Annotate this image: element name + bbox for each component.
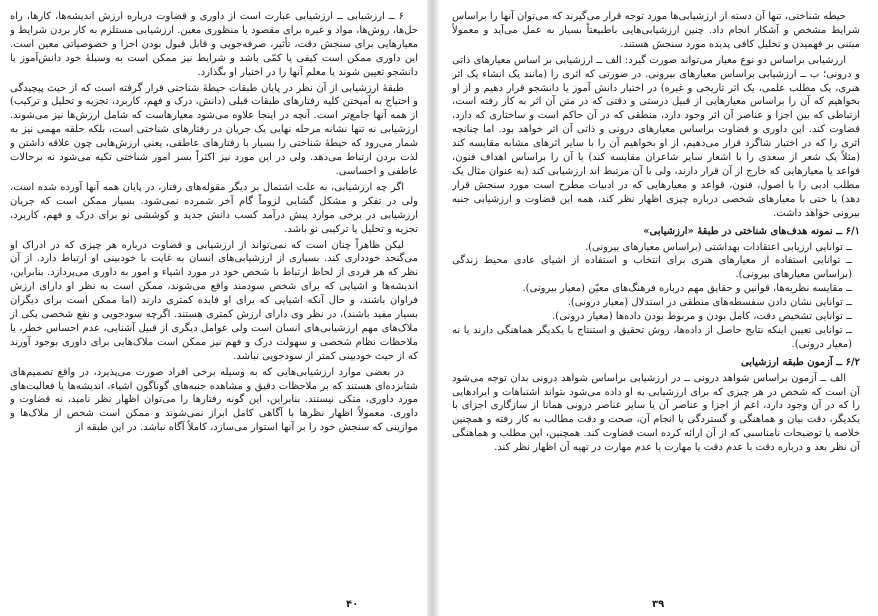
right-page-body — [452, 10, 860, 455]
list-item: ــ توانایی ارزیابی اعتقادات بهداشتی (براساس معیارهای بیرونی). — [584, 241, 852, 253]
paragraph: ۶ ــ ارزشیابی ــ ارزشیابی عبارت است از داوری و قضاوت درباره ارزش اندیشه‌ها، کارها، راه حل‌ها، روش‌ها، مواد و غیره برای مقصود یا منظوری معین. ارزشیابی مستلزم به کار بردن شرایط و معیارهایی برای سنجش دقت، تأثیر، صرفه‌جویی و قابل قبول بودن اجزا و خصوصیاتی معین است. این داوری ممکن است کیفی یا کمّی باشد و شرایط نیز ممکن است به وسیلهٔ خود دانش‌آموز یا دانشجو تعیین شوند یا معلم آنها را در اختیار او بگذارد. — [10, 11, 418, 78]
paragraph: حیطه شناختی، تنها آن دسته از ارزشیابی‌ها مورد توجه قرار می‌گیرند که می‌توان آنها را براساس شرایط مشخص و آشکار انجام داد. چنین ارزشیابی‌هایی باطبیعتاً بسیار به عمل می‌آید و معمولاً مبتنی بر فهمیدن و تحلیل کافی پدیده مورد سنجش هستند. — [452, 11, 860, 50]
right-page — [452, 10, 860, 610]
left-page-body — [10, 10, 418, 435]
book-gutter — [427, 0, 439, 616]
section-heading: ۶/۲ ــ آزمون طبقه ارزشیابی — [740, 356, 860, 368]
paragraph: در بعضی موارد ارزشیابی‌هایی که به وسیله برخی افراد صورت می‌پذیرد، در واقع تصمیم‌های شتابزده‌ای هستند که بر ملاحظات دقیق و مشاهده جنبه‌های گوناگون اشیاء، اندیشه‌ها یا فعالیت‌های مورد داوری، متکی نیستند. بنابراین، این گونه رفتارها را می‌توان اظهار نظر نامید، نه قضاوت و داوری. معمولاً اظهار نظرها با آگاهی کامل ابراز نمی‌شوند و ممکن است شخص از ملاک‌ها و موازینی که سنجش خود را بر آنها استوار می‌سازد، کاملاً آگاه نباشد. در این طبقه از — [10, 366, 418, 434]
examples-list — [452, 241, 860, 352]
list-item: ــ توانایی تعیین اینکه نتایج حاصل از داده‌ها، روش تحقیق و استنتاج با یکدیگر هماهنگی دارند یا نه (معیار درونی). — [452, 324, 852, 350]
section-heading: ۶/۱ ــ نمونه هدف‌های شناختی در طبقهٔ «ارزشیابی» — [643, 225, 860, 237]
page-number: ۴۰ — [346, 599, 359, 610]
paragraph: الف ــ آزمون براساس شواهد درونی ــ در ارزشیابی براساس شواهد درونی بدان توجه می‌شود آن است که شخص در هر چیزی که برای ارزشیابی به او داده می‌شود بتواند اشتباهات و ایرادهایی را که در آن وجود دارد، اعم از اجزا و عناصر آن یا سایر عناصر درونی همانا از سازگاری اجزای با یکدیگر، دقت بیان و هماهنگی و گستردگی یا انجام آن، صحت و دقت مطالب به کار رفته و همچنین خلاصه یا توضیحات نامناسبی که از آن ارائه کرده است قضاوت کند. همچنین، این مطلب و هماهنگی آن نظر بعد و درباره دقت با عدم دقت یا مهارت یا عدم مهارت در تهیه آن اظهار نظر کند. — [452, 372, 860, 454]
list-item: ــ مقایسه نظریه‌ها، قوانین و حقایق مهم درباره فرهنگ‌های معیّن (معیار بیرونی). — [522, 283, 852, 295]
list-item: ــ توانایی استفاده از معیارهای هنری برای انتخاب و استفاده از اشیای عادی محیط زندگی (براساس معیارهای بیرونی). — [452, 255, 852, 281]
paragraph: لیکن ظاهراً چنان است که نمی‌تواند از ارزشیابی و قضاوت درباره هر چیزی که در ادراک او می‌گنجد خودداری کند. بسیاری از ارزشیابی‌های انسان به غایت با خودبینی او ارتباط دارد. از آن نظر که هر فردی از لحاظ ارتباط با شخص خود در مورد اشیاء و امور به داوری می‌پردازد. بنابراین، اندیشه‌ها و اشیایی که برای شخص سودمند واقع می‌شوند، ممکن است به نظر او دارای ارزش فراوان باشند، و حال آنکه اشیایی که برای او فایده کمتری دارند (اما ممکن است برای دیگران بسیار مفید باشند)، در نظر وی دارای ارزش کمتری هستند. اگرچه سودجویی و نفع شخصی یکی از ملاک‌های مهم ارزشیابی‌های انسان است ولی عوامل دیگری از قبیل آشنایی، عدم احساس خطر، یا ملاحظات نظام شخصی و سهولت درک و فهم نیز ممکن است ملاک‌هایی برای داوری بوجود آورند که از حیث خودبینی کمتر از سودجویی نباشد. — [10, 239, 418, 362]
list-item: ــ توانایی نشان دادن سفسطه‌های منطقی در استدلال (معیار درونی). — [567, 297, 852, 309]
left-page — [10, 10, 418, 610]
paragraph: طبقهٔ ارزشیابی از آن نظر در پایان طبقات حیطهٔ شناختی قرار گرفته است که از حیث پیچیدگی و احتیاج به آمیختن کلیه رفتارهای طبقات قبلی (دانش، درک و فهم، کاربرد، تجزیه و تحلیل و ترکیب) از همه آنها جامع‌تر است. آنچه در اینجا علاوه می‌شود معیارهاست که شامل ارزش‌ها نیز می‌شوند. ارزشیابی نه تنها نشانه مرحله نهایی یک جریان در رفتارهای شناختی است، بلکه حلقه مهمی نیز به شمار می‌رود که حیطهٔ شناختی را بسیار با رفتارهای عاطفی، یعنی ارزش‌هایی چون علاقه داشتن و لذت بردن ارتباط می‌دهد. ولی در این مورد نیز اکثراً بسر امور شناختی تکیه می‌شود نه برحالات عاطفی و احساسی. — [10, 82, 418, 177]
paragraph: اگر چه ارزشیابی، به علت اشتمال بر دیگر مقوله‌های رفتار، در پایان همه آنها آورده شده است، ولی در تفکر و مشکل گشایی لزوماً گام آخر شمرده نمی‌شود. بسیار ممکن است که جریان ارزشیابی در برخی موارد پیش درآمد کسب دانش جدید و کوششی نو برای درک و فهم، کاربرد، تجزیه و تحلیل یا ترکیبی نو باشد. — [10, 181, 418, 235]
list-item: ــ توانایی تشخیص دقت، کامل بودن و مربوط بودن داده‌ها (معیار درونی). — [552, 311, 852, 323]
page-number: ۳۹ — [652, 599, 665, 610]
paragraph: ارزشیابی براساس دو نوع معیار می‌تواند صورت گیرد: الف ــ ارزشیابی بر اساس معیارهای ذاتی و درونی؛ ب ــ ارزشیابی براساس معیارهای بیرونی. در صورتی که اثری را (مانند یک انشاء یک اثر هنری، یک مطلب علمی، یک اثر تاریخی و غیره) در اختیار دانش آموز یا دانشجو قرار دهیم و از او بخواهیم که آن را براساس معیارهایی از قبیل درستی و دقتی که در متن آن اثر به کار رفته است، ارتباطی که بین اجزا و عناصر آن اثر وجود دارد، منطقی که در آن حاکم است و ساختاری که دارد، قضاوت کند. این داوری و قضاوت براساس معیارهای درونی و ذاتی آن اثر خواهد بود. اما چنانچه اثری را که در اختیار شاگرد قرار می‌دهیم، از او بخواهیم آن را با سایر اثرهای مشابه مقایسه کند (مثلاً یک شعر از سعدی را با اشعار سایر شاعران مقایسه کند) یا آن را براساس اهداف فنون، قواعد یا معیارهایی که خارج از آن قرار دارند، ولی با آن مرتبط اند ارزشیابی کند (به عنوان مثال یک مطلب ادبی را با اصول، فنون، قواعد و معیارهایی که در ادبیات مطرح است مورد سنجش قرار دهد) یا حتی با معیارهای شخصی درباره چیزی اظهار نظر کند، همه این قضاوت و ارزشیابی جنبه بیرونی خواهد داشت. — [452, 54, 860, 219]
